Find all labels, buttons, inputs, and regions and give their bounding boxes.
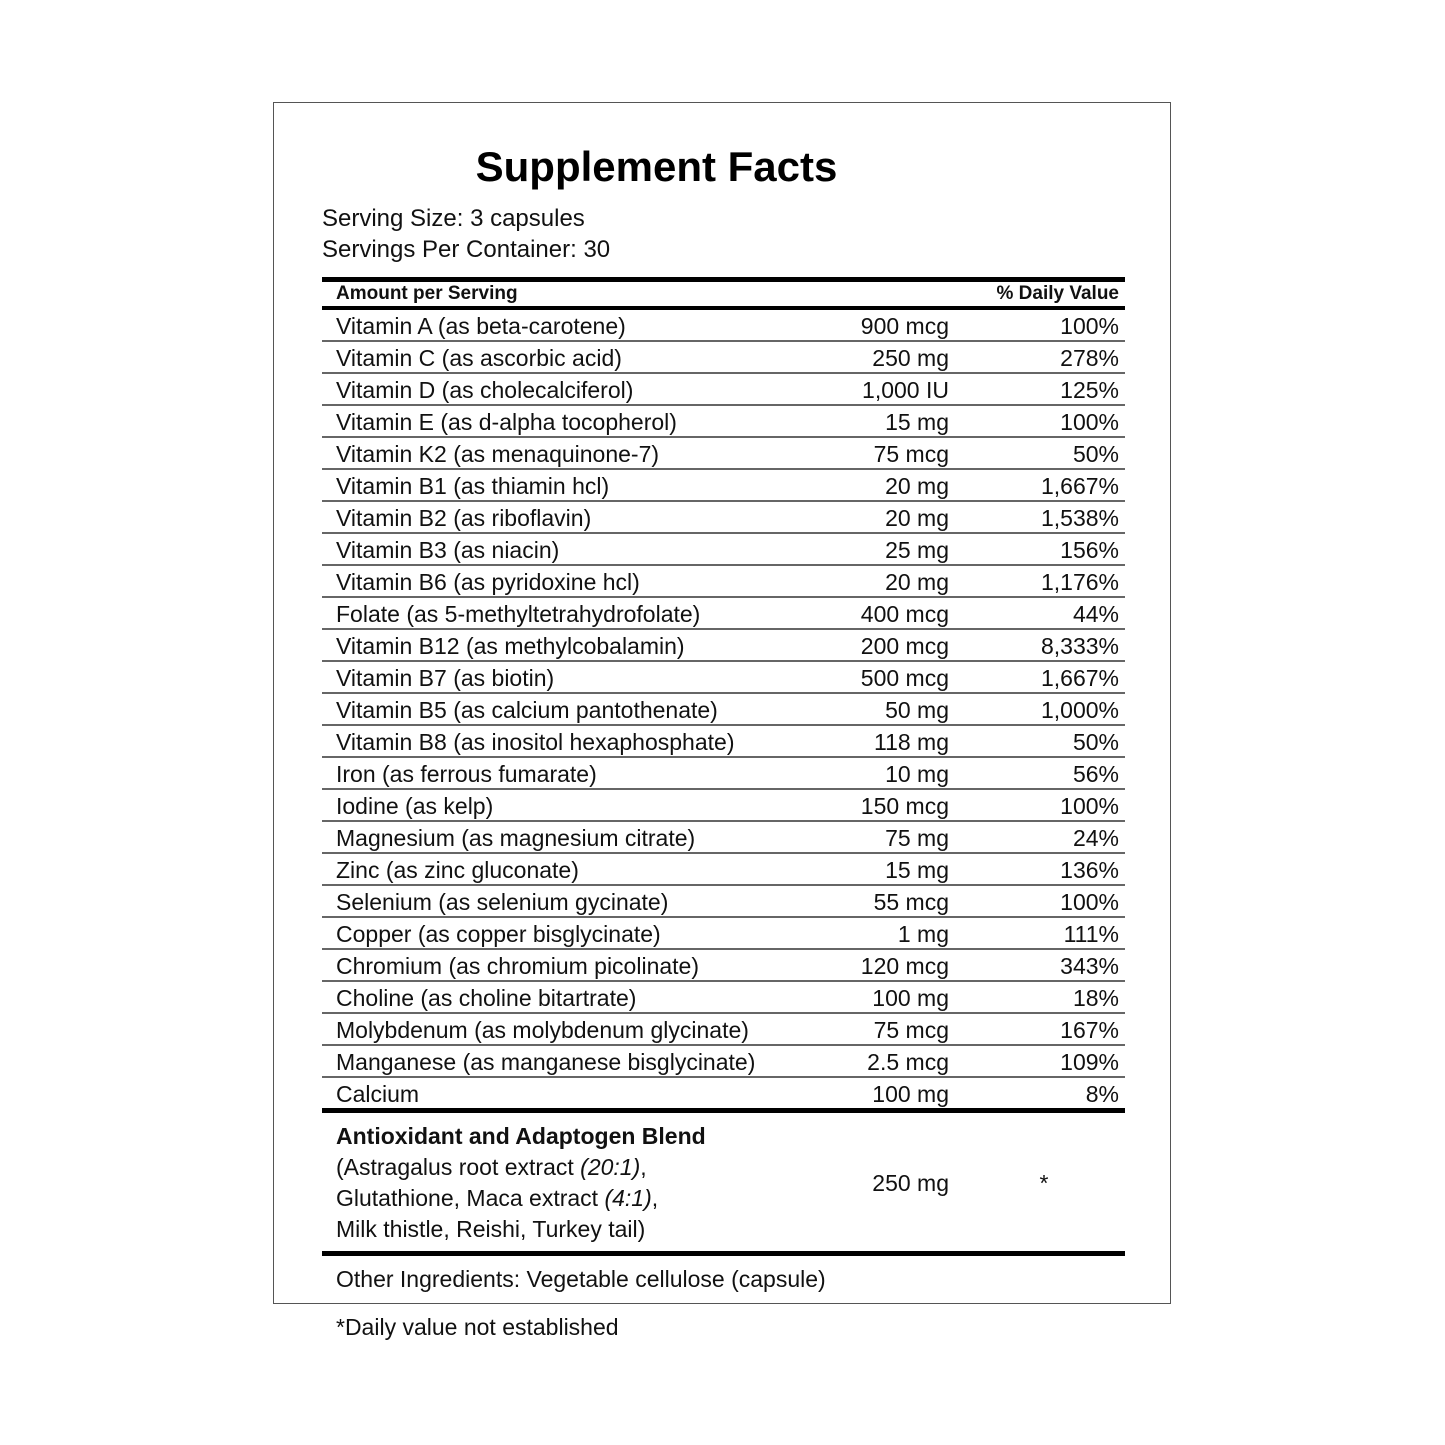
nutrient-amount: 100 mg [872,1081,949,1107]
table-row [322,822,1125,854]
table-row [322,854,1125,886]
nutrient-daily-value: 156% [1060,537,1119,563]
nutrient-name: Molybdenum (as molybdenum glycinate) [336,1017,749,1043]
table-row [322,566,1125,598]
nutrient-amount: 75 mcg [873,1017,949,1043]
nutrient-name: Vitamin B12 (as methylcobalamin) [336,633,685,659]
table-row [322,982,1125,1014]
nutrient-amount: 55 mcg [873,889,949,915]
table-row [322,1014,1125,1046]
nutrient-name: Vitamin B7 (as biotin) [336,665,555,691]
nutrient-name: Vitamin E (as d-alpha tocopherol) [336,409,677,435]
nutrient-name: Vitamin B2 (as riboflavin) [336,505,592,531]
table-row [322,694,1125,726]
table-row [322,918,1125,950]
blend-description [336,1121,819,1245]
nutrient-name: Chromium (as chromium picolinate) [336,953,699,979]
nutrient-daily-value: 125% [1060,377,1119,403]
nutrient-name: Selenium (as selenium gycinate) [336,889,669,915]
nutrient-daily-value: 24% [1072,825,1119,851]
nutrient-daily-value: 8% [1085,1081,1119,1107]
amount-per-serving-header: Amount per Serving [336,283,518,304]
nutrient-name: Vitamin D (as cholecalciferol) [336,377,634,403]
nutrient-daily-value: 8,333% [1040,633,1119,659]
footnote: *Daily value not established [336,1314,619,1340]
table-row [322,1046,1125,1078]
blend-ingredient: (Astragalus root extract [336,1154,581,1180]
nutrient-daily-value: 109% [1060,1049,1119,1075]
nutrient-amount: 2.5 mcg [867,1049,949,1075]
table-row [322,342,1125,374]
nutrient-name: Zinc (as zinc gluconate) [336,857,579,883]
nutrient-name: Vitamin B8 (as inositol hexaphosphate) [336,729,735,755]
table-header [322,282,1125,306]
nutrient-daily-value: 278% [1060,345,1119,371]
nutrient-amount: 20 mg [885,473,949,499]
nutrient-amount: 50 mg [885,697,949,723]
nutrient-name: Vitamin C (as ascorbic acid) [336,345,622,371]
nutrient-daily-value: 50% [1072,441,1119,467]
nutrient-name: Vitamin B1 (as thiamin hcl) [336,473,610,499]
nutrient-name: Iron (as ferrous fumarate) [336,761,597,787]
nutrient-daily-value: 167% [1060,1017,1119,1043]
nutrient-name: Vitamin B5 (as calcium pantothenate) [336,697,718,723]
nutrient-amount: 15 mg [885,857,949,883]
nutrient-amount: 118 mg [873,729,949,755]
table-row [322,438,1125,470]
label-title: Supplement Facts [475,143,838,190]
nutrient-amount: 25 mg [885,537,949,563]
facts-table [322,277,1125,1303]
nutrient-amount: 15 mg [885,409,949,435]
nutrient-amount: 75 mg [885,825,949,851]
blend-line-2 [336,1183,819,1214]
nutrient-amount: 1 mg [897,921,949,947]
serving-size: Serving Size: 3 capsules [322,205,585,232]
punctuation: , [640,1154,647,1180]
nutrient-amount: 20 mg [885,569,949,595]
table-row [322,1078,1125,1108]
blend-row [322,1113,1125,1251]
nutrient-daily-value: 100% [1060,889,1119,915]
nutrient-amount: 250 mg [872,345,949,371]
nutrient-daily-value: 136% [1060,857,1119,883]
nutrient-daily-value: 100% [1060,409,1119,435]
nutrient-daily-value: 343% [1060,953,1119,979]
nutrient-daily-value: 44% [1072,601,1119,627]
table-row [322,534,1125,566]
blend-line-3: Milk thistle, Reishi, Turkey tail) [336,1216,646,1242]
nutrient-daily-value: 1,667% [1040,665,1119,691]
table-row [322,726,1125,758]
nutrient-daily-value: 18% [1072,985,1119,1011]
table-row [322,406,1125,438]
nutrient-daily-value: 1,176% [1040,569,1119,595]
supplement-facts-label [273,102,1171,1304]
table-row [322,630,1125,662]
nutrient-amount: 75 mcg [873,441,949,467]
nutrient-name: Copper (as copper bisglycinate) [336,921,661,947]
nutrient-name: Choline (as choline bitartrate) [336,985,637,1011]
table-row [322,886,1125,918]
nutrient-name: Vitamin B6 (as pyridoxine hcl) [336,569,640,595]
extract-ratio: (20:1) [580,1154,641,1180]
nutrient-amount: 200 mcg [860,633,949,659]
nutrient-name: Iodine (as kelp) [336,793,494,819]
nutrient-amount: 10 mg [885,761,949,787]
nutrient-amount: 1,000 IU [862,377,949,403]
table-row [322,950,1125,982]
blend-title: Antioxidant and Adaptogen Blend [336,1123,706,1149]
nutrient-daily-value: 1,538% [1040,505,1119,531]
nutrient-name: Vitamin B3 (as niacin) [336,537,560,563]
nutrient-daily-value: 56% [1072,761,1119,787]
nutrient-daily-value: 100% [1060,793,1119,819]
nutrient-daily-value: 100% [1060,313,1119,339]
blend-daily-value: * [1039,1169,1049,1196]
nutrient-rows [322,310,1125,1108]
table-row [322,310,1125,342]
table-row [322,790,1125,822]
nutrient-amount: 20 mg [885,505,949,531]
nutrient-daily-value: 111% [1063,921,1119,947]
blend-amount: 250 mg [872,1169,949,1196]
nutrient-amount: 120 mcg [860,953,949,979]
nutrient-name: Folate (as 5-methyltetrahydrofolate) [336,601,701,627]
nutrient-amount: 150 mcg [860,793,949,819]
nutrient-name: Vitamin K2 (as menaquinone-7) [336,441,660,467]
nutrient-amount: 400 mcg [860,601,949,627]
nutrient-amount: 100 mg [872,985,949,1011]
servings-per-container: Servings Per Container: 30 [322,236,611,263]
table-row [322,662,1125,694]
blend-line-1 [336,1152,819,1183]
nutrient-amount: 900 mcg [860,313,949,339]
blend-ingredient: Glutathione, Maca extract [336,1185,605,1211]
nutrient-name: Magnesium (as magnesium citrate) [336,825,696,851]
nutrient-daily-value: 1,667% [1040,473,1119,499]
punctuation: , [651,1185,659,1211]
nutrient-name: Manganese (as manganese bisglycinate) [336,1049,756,1075]
table-row [322,470,1125,502]
table-row [322,598,1125,630]
nutrient-daily-value: 50% [1072,729,1119,755]
nutrient-name: Vitamin A (as beta-carotene) [336,313,626,339]
other-ingredients: Other Ingredients: Vegetable cellulose (capsule) [336,1266,826,1292]
table-row [322,374,1125,406]
nutrient-amount: 500 mcg [860,665,949,691]
table-row [322,758,1125,790]
table-row [322,502,1125,534]
nutrient-name: Calcium [336,1081,420,1107]
nutrient-daily-value: 1,000% [1040,697,1119,723]
daily-value-header: % Daily Value [996,283,1119,304]
extract-ratio: (4:1) [604,1185,652,1211]
